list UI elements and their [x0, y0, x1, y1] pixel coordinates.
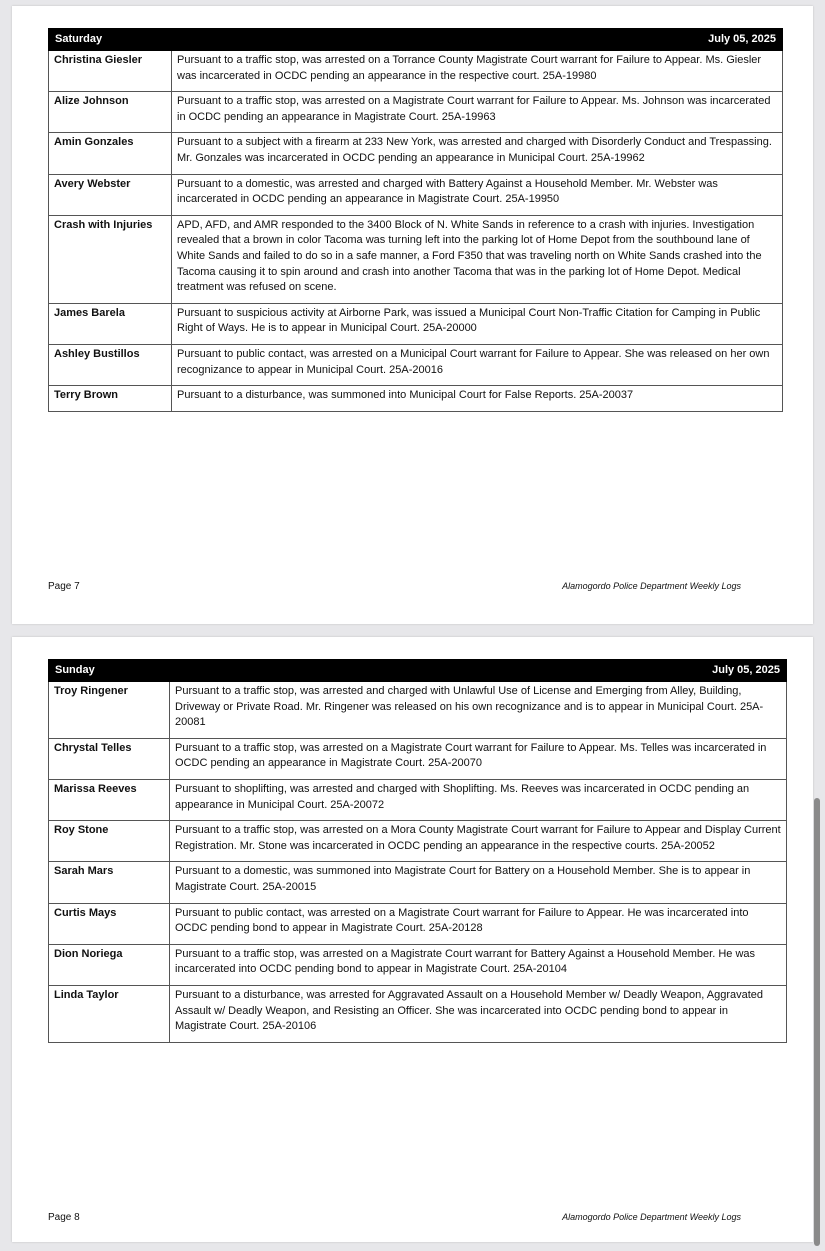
table-row — [49, 92, 783, 133]
footer-title: Alamogordo Police Department Weekly Logs — [562, 1212, 741, 1222]
entry-name: Roy Stone — [49, 821, 170, 862]
entry-text: Pursuant to public contact, was arrested on a Municipal Court warrant for Failure to Appear. She was released on her own recognizance to appear in Municipal Court. 25A-20016 — [172, 344, 783, 385]
entry-name: Marissa Reeves — [49, 779, 170, 820]
table-row — [49, 344, 783, 385]
entry-text: Pursuant to a traffic stop, was arrested and charged with Unlawful Use of License and Emerging from Alley, Building, Driveway or Private Road. Mr. Ringener was released on his own recognizance and is to appear in Municipal Court. 25A-20081 — [170, 682, 787, 739]
entry-name: Sarah Mars — [49, 862, 170, 903]
entry-text: APD, AFD, and AMR responded to the 3400 Block of N. White Sands in reference to a crash with injuries. Investigation revealed that a brown in color Tacoma was turning left into the parking lot of Home Depot from the southbound lane of White Sands and failed to do so in a safe manner, a Ford F350 that was traveling north on White Sands crashed into the Tacoma causing it to spin around and crash into another Tacoma that was in the parking lot of Home Depot. Medical treatment was refused on scene. — [172, 215, 783, 303]
table-row — [49, 215, 783, 303]
footer-title: Alamogordo Police Department Weekly Logs — [562, 581, 741, 591]
table-row — [49, 51, 783, 92]
date-header: July 05, 2025 — [172, 29, 783, 51]
entry-name: Crash with Injuries — [49, 215, 172, 303]
entry-text: Pursuant to a traffic stop, was arrested on a Magistrate Court warrant for Failure to Appear. Ms. Johnson was incarcerated in OCDC pending an appearance in Magistrate Court. 25A-19963 — [172, 92, 783, 133]
entry-text: Pursuant to public contact, was arrested on a Magistrate Court warrant for Failure to Appear. He was incarcerated into OCDC pending bond to appear in Magistrate Court. 25A-20128 — [170, 903, 787, 944]
entry-text: Pursuant to a traffic stop, was arrested on a Torrance County Magistrate Court warrant for Failure to Appear. Ms. Giesler was incarcerated in OCDC pending an appearance in the respective court. 25A-19980 — [172, 51, 783, 92]
table-row — [49, 944, 787, 985]
entry-name: Ashley Bustillos — [49, 344, 172, 385]
entry-text: Pursuant to a traffic stop, was arrested on a Magistrate Court warrant for Failure to Appear. Ms. Telles was incarcerated in OCDC pending an appearance in Magistrate Court. 25A-20070 — [170, 738, 787, 779]
table-header-row — [49, 660, 787, 682]
entry-text: Pursuant to suspicious activity at Airborne Park, was issued a Municipal Court Non-Traffic Citation for Camping in Public Right of Ways. He is to appear in Municipal Court. 25A-20000 — [172, 303, 783, 344]
entry-text: Pursuant to a traffic stop, was arrested on a Magistrate Court warrant for Battery Against a Household Member. He was incarcerated into OCDC pending bond to appear in Magistrate Court. 25A-20104 — [170, 944, 787, 985]
entry-text: Pursuant to a domestic, was arrested and charged with Battery Against a Household Member. Mr. Webster was incarcerated in OCDC pending an appearance in Magistrate Court. 25A-19950 — [172, 174, 783, 215]
entry-name: Chrystal Telles — [49, 738, 170, 779]
table-header-row — [49, 29, 783, 51]
entry-name: James Barela — [49, 303, 172, 344]
page-number: Page 8 — [48, 1212, 80, 1223]
entry-text: Pursuant to shoplifting, was arrested and charged with Shoplifting. Ms. Reeves was incarcerated in OCDC pending an appearance in Municipal Court. 25A-20072 — [170, 779, 787, 820]
table-row — [49, 985, 787, 1042]
table-row — [49, 303, 783, 344]
table-row — [49, 779, 787, 820]
entry-text: Pursuant to a subject with a firearm at 233 New York, was arrested and charged with Disorderly Conduct and Trespassing. Mr. Gonzales was incarcerated in OCDC pending an appearance in Municipal Court. 25A-19962 — [172, 133, 783, 174]
entry-name: Dion Noriega — [49, 944, 170, 985]
day-header: Sunday — [49, 660, 170, 682]
entry-text: Pursuant to a disturbance, was arrested for Aggravated Assault on a Household Member w/ Deadly Weapon, Aggravated Assault w/ Deadly Weapon, and Resisting an Officer. She was incarcerated into OCDC pending bond to appear in Magistrate Court. 25A-20106 — [170, 985, 787, 1042]
entry-text: Pursuant to a traffic stop, was arrested on a Mora County Magistrate Court warrant for Failure to Appear and Display Current Registration. Mr. Stone was incarcerated in OCDC pending an appearance in the respective courts. 25A-20052 — [170, 821, 787, 862]
log-page-8 — [12, 637, 813, 1242]
log-page-7 — [12, 6, 813, 624]
table-row — [49, 738, 787, 779]
table-row — [49, 386, 783, 412]
entry-name: Alize Johnson — [49, 92, 172, 133]
log-table-sunday — [48, 659, 787, 1043]
entry-name: Troy Ringener — [49, 682, 170, 739]
table-row — [49, 682, 787, 739]
entry-text: Pursuant to a disturbance, was summoned into Municipal Court for False Reports. 25A-20037 — [172, 386, 783, 412]
entry-name: Amin Gonzales — [49, 133, 172, 174]
entry-name: Avery Webster — [49, 174, 172, 215]
entry-text: Pursuant to a domestic, was summoned into Magistrate Court for Battery on a Household Member. She is to appear in Magistrate Court. 25A-20015 — [170, 862, 787, 903]
entry-name: Christina Giesler — [49, 51, 172, 92]
day-header: Saturday — [49, 29, 172, 51]
table-row — [49, 821, 787, 862]
vertical-scrollbar[interactable] — [814, 798, 820, 1246]
entry-name: Curtis Mays — [49, 903, 170, 944]
table-row — [49, 174, 783, 215]
table-row — [49, 862, 787, 903]
entry-name: Linda Taylor — [49, 985, 170, 1042]
page-number: Page 7 — [48, 581, 80, 592]
entry-name: Terry Brown — [49, 386, 172, 412]
table-row — [49, 133, 783, 174]
date-header: July 05, 2025 — [170, 660, 787, 682]
log-table-saturday — [48, 28, 783, 412]
table-row — [49, 903, 787, 944]
